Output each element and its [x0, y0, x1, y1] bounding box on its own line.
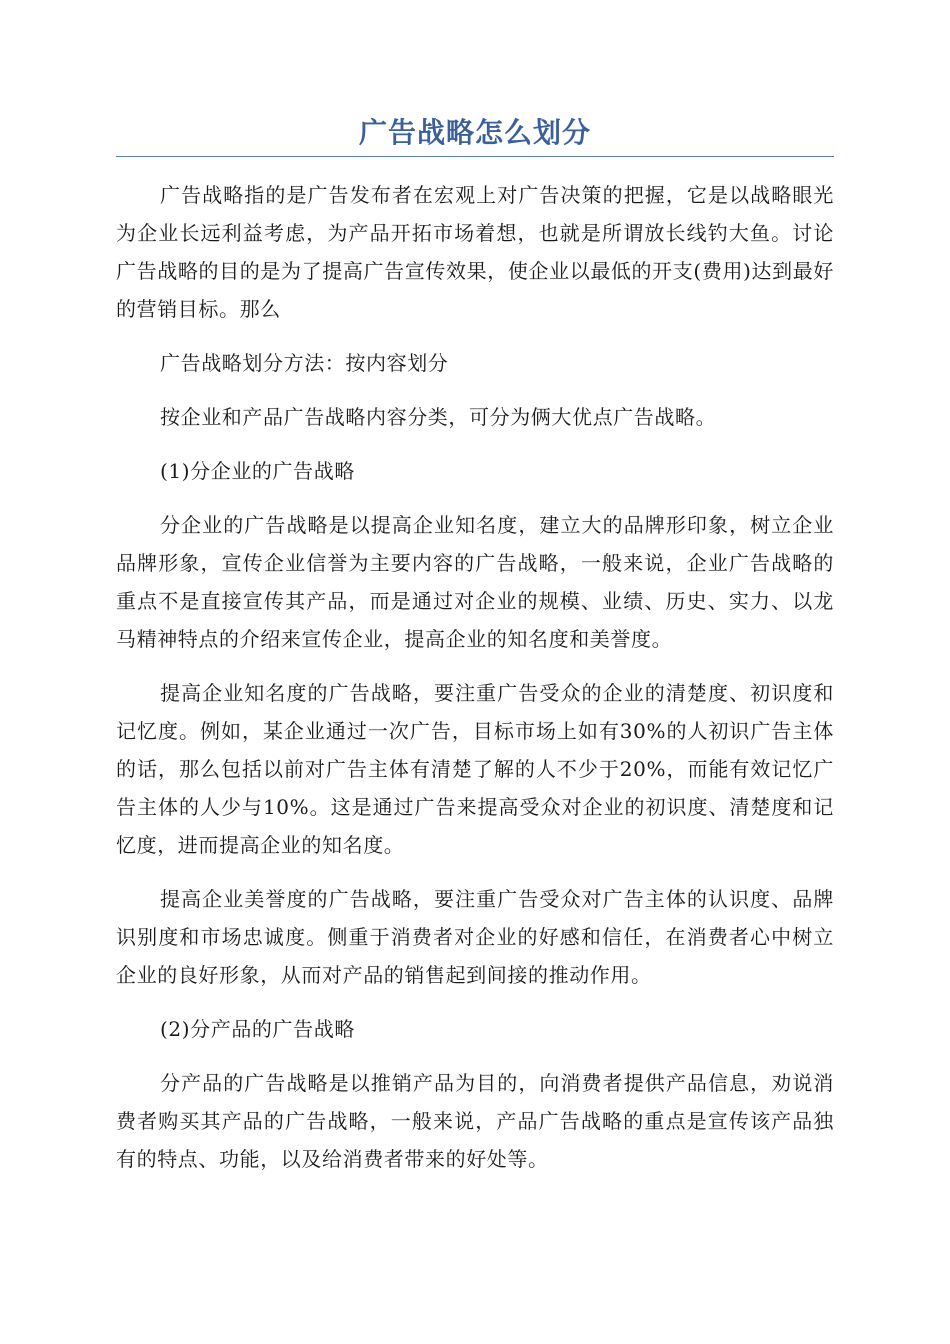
paragraph-reputation: 提高企业美誉度的广告战略，要注重广告受众对广告主体的认识度、品牌识别度和市场忠诚度。侧重于消费者对企业的好感和信任，在消费者心中树立企业的良好形象，从而对产品的销售起到间接的推动作用。 — [116, 887, 834, 987]
paragraph-product-strategy: 分产品的广告战略是以推销产品为目的，向消费者提供产品信息，劝说消费者购买其产品的广告战略，一般来说，产品广告战略的重点是宣传该产品独有的特点、功能，以及给消费者带来的好处等。 — [116, 1071, 834, 1171]
title-block — [116, 114, 834, 157]
section-heading-product: (2)分产品的广告战略 — [160, 1017, 355, 1041]
paragraph-enterprise-strategy: 分企业的广告战略是以提高企业知名度，建立大的品牌形印象，树立企业品牌形象，宣传企业信誉为主要内容的广告战略，一般来说，企业广告战略的重点不是直接宣传其产品，而是通过对企业的规模、业绩、历史、实力、以龙马精神特点的介绍来宣传企业，提高企业的知名度和美誉度。 — [116, 513, 834, 651]
section-heading-enterprise: (1)分企业的广告战略 — [160, 459, 355, 483]
paragraph-classification: 按企业和产品广告战略内容分类，可分为俩大优点广告战略。 — [160, 405, 717, 429]
paragraph-method-heading: 广告战略划分方法：按内容划分 — [160, 351, 449, 375]
document-body — [116, 176, 834, 1194]
paragraph-awareness: 提高企业知名度的广告战略，要注重广告受众的企业的清楚度、初识度和记忆度。例如，某企业通过一次广告，目标市场上如有30%的人初识广告主体的话，那么包括以前对广告主体有清楚了解的人不少于20%，而能有效记忆广告主体的人少与10%。这是通过广告来提高受众对企业的初识度、清楚度和记忆度，进而提高企业的知名度。 — [116, 681, 834, 857]
paragraph-intro: 广告战略指的是广告发布者在宏观上对广告决策的把握，它是以战略眼光为企业长远利益考虑，为产品开拓市场着想，也就是所谓放长线钓大鱼。讨论广告战略的目的是为了提高广告宣传效果，使企业以最低的开支(费用)达到最好的营销目标。那么 — [116, 183, 834, 321]
document-title: 广告战略怎么划分 — [358, 116, 591, 149]
